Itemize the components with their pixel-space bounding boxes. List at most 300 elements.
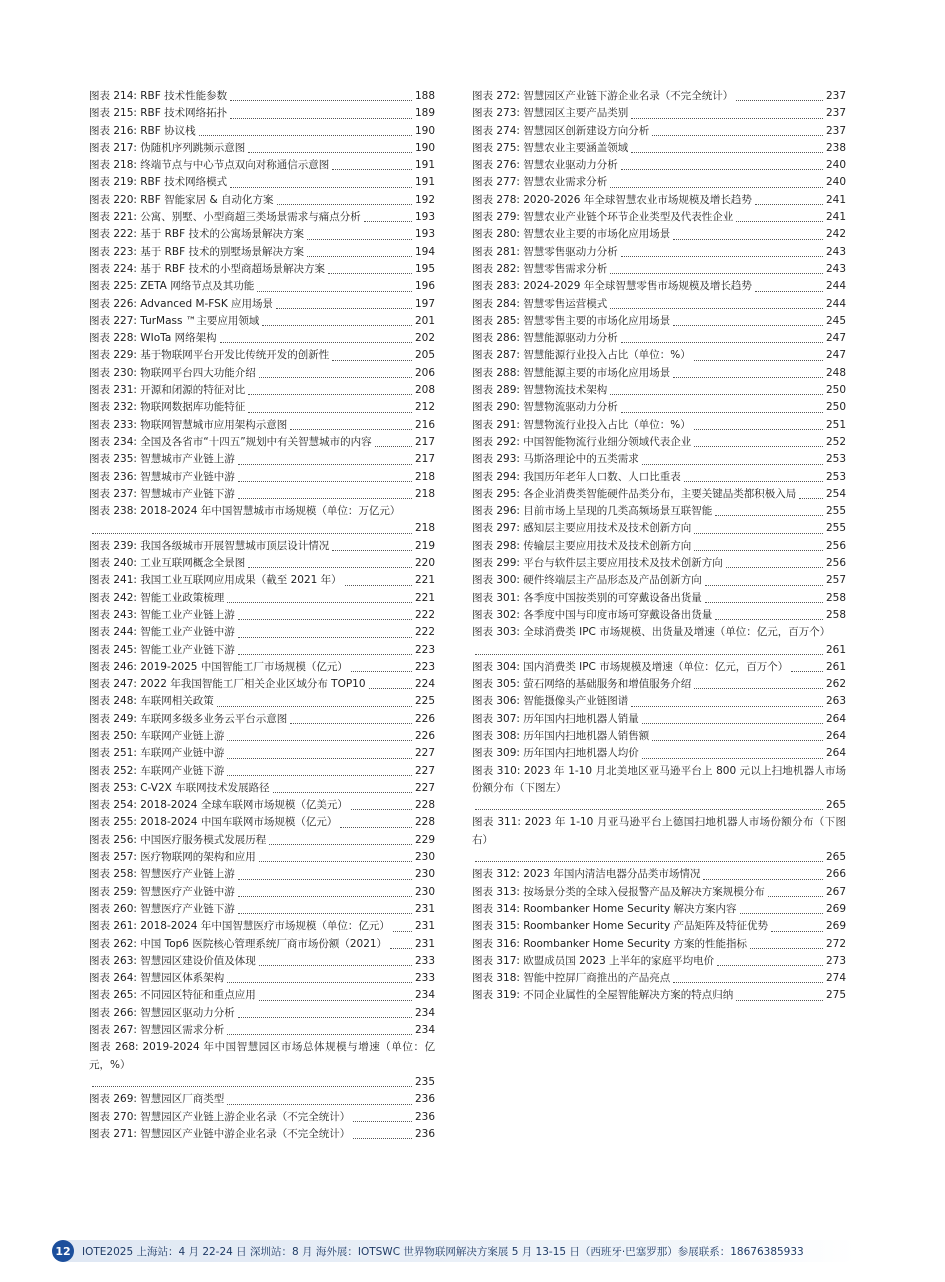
leader-dots	[799, 498, 823, 499]
toc-entry[interactable]	[472, 659, 846, 676]
toc-entry-title: 图表 269: 智慧园区厂商类型	[89, 1093, 225, 1106]
toc-entry-page: 234	[414, 989, 435, 1002]
toc-entry-page: 189	[414, 107, 435, 120]
toc-entry[interactable]	[472, 417, 846, 434]
toc-entry[interactable]	[472, 209, 846, 226]
toc-entry-title: 图表 238: 2018-2024 年中国智慧城市市场规模（单位：万亿元）	[89, 505, 401, 518]
toc-entry[interactable]	[89, 918, 435, 935]
toc-entry-page: 264	[825, 747, 846, 760]
toc-entry[interactable]	[472, 555, 846, 572]
toc-entry[interactable]	[472, 174, 846, 191]
leader-dots	[694, 533, 823, 534]
toc-entry-page: 188	[414, 90, 435, 102]
toc-entry-title: 图表 312: 2023 年国内清洁电器分品类市场情况	[472, 868, 701, 881]
exhibition-info: IOTE2025 上海站：4 月 22-24 日 深圳站：8 月 海外展：IOTSWC 世界物联网解决方案展 5 月 13-15 日（西班牙·巴塞罗那）参展联系：18676385933	[82, 1245, 804, 1258]
toc-entry[interactable]	[472, 884, 846, 901]
toc-entry[interactable]	[472, 313, 846, 330]
toc-entry-page: 223	[414, 643, 435, 656]
toc-entry-page: 274	[825, 972, 846, 985]
toc-entry[interactable]	[89, 538, 435, 555]
toc-entry[interactable]	[89, 209, 435, 226]
toc-entry-title: 图表 278: 2020-2026 年全球智慧农业市场规模及增长趋势	[472, 193, 752, 206]
toc-entry[interactable]	[89, 417, 435, 434]
toc-entry-title: 图表 313: 按场景分类的全球入侵报警产品及解决方案规模分布	[472, 885, 765, 898]
leader-dots	[248, 152, 412, 153]
toc-entry[interactable]	[89, 814, 435, 831]
toc-entry[interactable]	[89, 382, 435, 399]
toc-entry[interactable]	[472, 918, 846, 935]
toc-entry-title: 图表 273: 智慧园区主要产品类别	[472, 107, 629, 120]
toc-entry-title: 图表 290: 智慧物流驱动力分析	[472, 401, 618, 414]
toc-entry[interactable]	[89, 261, 435, 278]
toc-entry-title: 图表 231: 开源和闭源的特征对比	[89, 384, 246, 397]
toc-entry-page: 275	[825, 989, 846, 1002]
toc-entry-title: 图表 315: Roombanker Home Security 产品矩阵及特征优势	[472, 920, 769, 933]
toc-entry-title: 图表 222: 基于 RBF 技术的公寓场景解决方案	[89, 228, 304, 241]
toc-entry-page: 190	[414, 124, 435, 137]
toc-entry[interactable]	[89, 572, 435, 589]
toc-entry-title: 图表 219: RBF 技术网络模式	[89, 176, 228, 189]
toc-entry-title: 图表 300: 硬件终端层主产品形态及产品创新方向	[472, 574, 702, 587]
toc-entry-title: 图表 228: WIoTa 网络架构	[89, 332, 217, 345]
toc-entry[interactable]	[472, 607, 846, 624]
toc-entry[interactable]	[89, 1005, 435, 1022]
toc-entry[interactable]	[472, 936, 846, 953]
toc-entry[interactable]	[89, 624, 435, 641]
toc-entry-page: 212	[414, 401, 435, 414]
toc-entry[interactable]	[472, 590, 846, 607]
toc-entry-page: 226	[414, 729, 435, 742]
toc-entry[interactable]	[89, 365, 435, 382]
toc-entry[interactable]	[89, 157, 435, 174]
leader-dots	[642, 464, 823, 465]
toc-entry-title: 图表 291: 智慧物流行业投入占比（单位：%）	[472, 418, 691, 431]
toc-entry[interactable]	[472, 520, 846, 537]
toc-entry-page: 234	[414, 1024, 435, 1037]
toc-entry[interactable]	[89, 728, 435, 745]
toc-entry[interactable]	[89, 434, 435, 451]
toc-entry-title: 图表 263: 智慧园区建设价值及体现	[89, 954, 256, 967]
toc-entry-title: 图表 260: 智慧医疗产业链下游	[89, 902, 235, 915]
leader-dots	[475, 809, 823, 810]
leader-dots	[227, 1034, 412, 1035]
toc-entry[interactable]	[472, 469, 846, 486]
toc-entry-page: 238	[825, 141, 846, 154]
toc-entry-title: 图表 230: 物联网平台四大功能介绍	[89, 366, 256, 379]
toc-entry-title: 图表 249: 车联网多级多业务云平台示意图	[89, 712, 288, 725]
leader-dots	[390, 948, 412, 949]
toc-entry[interactable]	[472, 140, 846, 157]
leader-dots	[673, 982, 823, 983]
toc-entry[interactable]	[472, 676, 846, 693]
toc-entry-title: 图表 287: 智慧能源行业投入占比（单位：%）	[472, 349, 691, 362]
leader-dots	[353, 1121, 412, 1122]
toc-entry[interactable]	[89, 192, 435, 209]
toc-entry-title: 图表 302: 各季度中国与印度市场可穿戴设备出货量	[472, 608, 713, 621]
toc-entry[interactable]	[472, 866, 846, 883]
toc-entry-page: 265	[825, 799, 846, 812]
leader-dots	[259, 377, 412, 378]
leader-dots	[631, 706, 823, 707]
toc-entry-page: 241	[825, 211, 846, 224]
toc-entry[interactable]	[89, 866, 435, 883]
toc-entry[interactable]	[89, 1022, 435, 1039]
toc-entry[interactable]	[472, 192, 846, 209]
toc-entry-page: 247	[825, 332, 846, 345]
toc-entry[interactable]	[472, 399, 846, 416]
leader-dots	[715, 619, 823, 620]
toc-entry-page: 222	[414, 608, 435, 621]
toc-entry-page: 253	[825, 470, 846, 483]
toc-entry-title: 图表 276: 智慧农业驱动力分析	[472, 159, 618, 172]
leader-dots	[740, 913, 823, 914]
toc-entry-title: 图表 226: Advanced M-FSK 应用场景	[89, 297, 274, 310]
leader-dots	[230, 118, 412, 119]
toc-entry-title: 图表 284: 智慧零售运营模式	[472, 297, 608, 310]
toc-entry-page: 273	[825, 954, 846, 967]
toc-entry-title: 图表 252: 车联网产业链下游	[89, 764, 225, 777]
toc-entry-page: 240	[825, 159, 846, 172]
toc-entry[interactable]	[89, 745, 435, 762]
toc-entry[interactable]	[472, 624, 846, 659]
toc-entry-title: 图表 242: 智能工业政策梳理	[89, 591, 225, 604]
leader-dots	[238, 637, 412, 638]
toc-entry[interactable]	[472, 728, 846, 745]
toc-entry-page: 217	[414, 435, 435, 448]
toc-entry-title: 图表 259: 智慧医疗产业链中游	[89, 885, 235, 898]
toc-entry-title: 图表 247: 2022 年我国智能工厂相关企业区域分布 TOP10	[89, 678, 366, 691]
toc-entry[interactable]	[472, 330, 846, 347]
toc-entry-title: 图表 311: 2023 年 1-10 月亚马逊平台上德国扫地机器人市场份额分布（下图右）	[472, 816, 846, 846]
toc-entry-page: 258	[825, 608, 846, 621]
toc-entry[interactable]	[89, 1126, 435, 1143]
leader-dots	[230, 100, 412, 101]
toc-entry-page: 196	[414, 280, 435, 293]
toc-entry[interactable]	[89, 797, 435, 814]
toc-entry-page: 244	[825, 280, 846, 293]
toc-entry[interactable]	[89, 659, 435, 676]
toc-entry[interactable]	[89, 174, 435, 191]
toc-entry-page: 243	[825, 262, 846, 275]
leader-dots	[705, 602, 823, 603]
toc-entry[interactable]	[89, 330, 435, 347]
toc-entry-page: 267	[825, 885, 846, 898]
toc-entry-title: 图表 227: TurMass ™主要应用领域	[89, 314, 260, 327]
leader-dots	[345, 585, 412, 586]
toc-entry-page: 234	[414, 1006, 435, 1019]
leader-dots	[750, 948, 823, 949]
toc-entry-title: 图表 265: 不同园区特征和重点应用	[89, 989, 256, 1002]
toc-entry[interactable]	[472, 278, 846, 295]
toc-entry-title: 图表 214: RBF 技术性能参数	[89, 90, 228, 102]
toc-entry[interactable]	[89, 763, 435, 780]
toc-entry-title: 图表 295: 各企业消费类智能硬件品类分布，主要关键品类都积极入局	[472, 487, 797, 500]
toc-entry-title: 图表 234: 全国及各省市“十四五”规划中有关智慧城市的内容	[89, 435, 372, 448]
toc-entry-title: 图表 267: 智慧园区需求分析	[89, 1024, 225, 1037]
toc-entry[interactable]	[472, 953, 846, 970]
toc-entry-title: 图表 223: 基于 RBF 技术的别墅场景解决方案	[89, 245, 304, 258]
toc-entry[interactable]	[89, 123, 435, 140]
toc-entry-page: 229	[414, 833, 435, 846]
toc-entry-title: 图表 232: 物联网数据库功能特征	[89, 401, 246, 414]
toc-entry[interactable]	[472, 105, 846, 122]
toc-entry[interactable]	[472, 296, 846, 313]
toc-entry[interactable]	[89, 849, 435, 866]
toc-entry[interactable]	[472, 987, 846, 1004]
toc-entry[interactable]	[89, 1039, 435, 1091]
toc-entry-page: 253	[825, 453, 846, 466]
toc-entry[interactable]	[89, 1109, 435, 1126]
toc-entry-page: 208	[414, 384, 435, 397]
toc-entry[interactable]	[89, 711, 435, 728]
toc-entry[interactable]	[472, 538, 846, 555]
toc-entry-page: 254	[825, 487, 846, 500]
leader-dots	[238, 896, 412, 897]
leader-dots	[248, 412, 412, 413]
toc-entry-page: 263	[825, 695, 846, 708]
toc-entry-title: 图表 244: 智能工业产业链中游	[89, 626, 235, 639]
leader-dots	[238, 481, 412, 482]
toc-entry[interactable]	[472, 157, 846, 174]
toc-entry-page: 237	[825, 124, 846, 137]
leader-dots	[375, 446, 412, 447]
toc-entry[interactable]	[89, 555, 435, 572]
toc-entry-title: 图表 221: 公寓、别墅、小型商超三类场景需求与痛点分析	[89, 211, 361, 224]
toc-entry-page: 258	[825, 591, 846, 604]
toc-entry[interactable]	[89, 676, 435, 693]
toc-entry-title: 图表 239: 我国各级城市开展智慧城市顶层设计情况	[89, 539, 330, 552]
toc-entry-page: 197	[414, 297, 435, 310]
leader-dots	[227, 982, 412, 983]
leader-dots	[199, 135, 412, 136]
toc-entry-page: 195	[414, 262, 435, 275]
page-number-badge: 12	[52, 1240, 74, 1262]
leader-dots	[238, 498, 412, 499]
toc-entry-page: 266	[825, 868, 846, 881]
toc-entry-title: 图表 245: 智能工业产业链下游	[89, 643, 235, 656]
toc-entry[interactable]	[472, 347, 846, 364]
toc-entry[interactable]	[89, 970, 435, 987]
leader-dots	[771, 931, 823, 932]
leader-dots	[238, 464, 412, 465]
toc-entry[interactable]	[472, 434, 846, 451]
toc-entry-title: 图表 255: 2018-2024 中国车联网市场规模（亿元）	[89, 816, 338, 829]
leader-dots	[257, 291, 412, 292]
toc-entry-title: 图表 258: 智慧医疗产业链上游	[89, 868, 235, 881]
toc-entry-title: 图表 250: 车联网产业链上游	[89, 729, 225, 742]
toc-entry[interactable]	[89, 693, 435, 710]
toc-entry[interactable]	[472, 365, 846, 382]
toc-entry-title: 图表 306: 智能摄像头产业链图谱	[472, 695, 629, 708]
leader-dots	[621, 342, 823, 343]
toc-entry-title: 图表 279: 智慧农业产业链个环节企业类型及代表性企业	[472, 211, 734, 224]
toc-entry[interactable]	[89, 296, 435, 313]
leader-dots	[276, 308, 412, 309]
toc-entry-title: 图表 246: 2019-2025 中国智能工厂市场规模（亿元）	[89, 660, 348, 673]
leader-dots	[631, 118, 823, 119]
toc-entry[interactable]	[472, 693, 846, 710]
toc-entry-title: 图表 251: 车联网产业链中游	[89, 747, 225, 760]
toc-entry-title: 图表 266: 智慧园区驱动力分析	[89, 1006, 235, 1019]
toc-entry-page: 224	[414, 678, 435, 691]
toc-entry-title: 图表 317: 欧盟成员国 2023 上半年的家庭平均电价	[472, 954, 715, 967]
toc-entry[interactable]	[472, 711, 846, 728]
leader-dots	[227, 775, 412, 776]
toc-entry-page: 261	[825, 643, 846, 656]
toc-entry-page: 231	[414, 902, 435, 915]
leader-dots	[694, 446, 823, 447]
leader-dots	[736, 221, 823, 222]
toc-entry-page: 218	[414, 487, 435, 500]
toc-entry-page: 201	[414, 314, 435, 327]
toc-entry[interactable]	[89, 642, 435, 659]
toc-entry-title: 图表 294: 我国历年老年人口数、人口比重表	[472, 470, 681, 483]
toc-entry[interactable]	[89, 226, 435, 243]
toc-entry[interactable]	[472, 382, 846, 399]
toc-entry-page: 237	[825, 90, 846, 102]
leader-dots	[694, 688, 823, 689]
leader-dots	[610, 308, 823, 309]
toc-entry[interactable]	[472, 88, 846, 105]
toc-entry[interactable]	[472, 814, 846, 866]
leader-dots	[353, 1138, 412, 1139]
leader-dots	[230, 187, 412, 188]
toc-entry-page: 269	[825, 920, 846, 933]
toc-right-column	[472, 88, 846, 1005]
leader-dots	[217, 706, 412, 707]
toc-entry-page: 245	[825, 314, 846, 327]
toc-entry-title: 图表 318: 智能中控屏厂商推出的产品亮点	[472, 972, 671, 985]
toc-entry[interactable]	[89, 244, 435, 261]
toc-entry[interactable]	[89, 503, 435, 538]
toc-entry-page: 190	[414, 141, 435, 154]
toc-entry-page: 269	[825, 902, 846, 915]
toc-entry[interactable]	[472, 503, 846, 520]
toc-entry-title: 图表 253: C-V2X 车联网技术发展路径	[89, 781, 270, 794]
toc-entry-title: 图表 229: 基于物联网平台开发比传统开发的创新性	[89, 349, 330, 362]
toc-entry[interactable]	[89, 140, 435, 157]
leader-dots	[717, 965, 823, 966]
toc-entry-title: 图表 217: 伪随机序列跳频示意图	[89, 141, 246, 154]
toc-entry[interactable]	[89, 607, 435, 624]
leader-dots	[736, 100, 823, 101]
toc-entry-page: 191	[414, 176, 435, 189]
toc-entry[interactable]	[472, 226, 846, 243]
toc-entry[interactable]	[89, 884, 435, 901]
toc-entry[interactable]	[89, 451, 435, 468]
toc-entry[interactable]	[89, 901, 435, 918]
toc-entry-page: 225	[414, 695, 435, 708]
toc-entry[interactable]	[89, 987, 435, 1004]
toc-entry[interactable]	[89, 313, 435, 330]
toc-entry[interactable]	[89, 953, 435, 970]
toc-entry-page: 236	[414, 1127, 435, 1140]
toc-entry[interactable]	[89, 278, 435, 295]
toc-left-column	[89, 88, 435, 1143]
toc-entry-page: 233	[414, 954, 435, 967]
toc-entry[interactable]	[89, 486, 435, 503]
toc-entry-page: 220	[414, 557, 435, 570]
toc-entry[interactable]	[472, 763, 846, 815]
toc-entry-page: 221	[414, 591, 435, 604]
toc-entry[interactable]	[472, 123, 846, 140]
toc-entry[interactable]	[89, 88, 435, 105]
toc-entry[interactable]	[89, 105, 435, 122]
toc-entry-page: 235	[414, 1075, 435, 1088]
toc-entry-title: 图表 243: 智能工业产业链上游	[89, 608, 235, 621]
toc-entry[interactable]	[89, 399, 435, 416]
toc-entry-title: 图表 314: Roombanker Home Security 解决方案内容	[472, 902, 737, 915]
leader-dots	[673, 325, 823, 326]
toc-entry[interactable]	[89, 1091, 435, 1108]
toc-entry-page: 192	[414, 193, 435, 206]
toc-entry[interactable]	[472, 486, 846, 503]
toc-entry[interactable]	[472, 745, 846, 762]
toc-entry[interactable]	[472, 970, 846, 987]
leader-dots	[227, 740, 412, 741]
toc-entry[interactable]	[472, 261, 846, 278]
toc-entry-page: 233	[414, 972, 435, 985]
leader-dots	[307, 256, 412, 257]
toc-entry[interactable]	[472, 572, 846, 589]
toc-entry-title: 图表 261: 2018-2024 年中国智慧医疗市场规模（单位：亿元）	[89, 920, 390, 933]
leader-dots	[726, 567, 823, 568]
leader-dots	[92, 1086, 412, 1087]
leader-dots	[332, 550, 412, 551]
leader-dots	[238, 654, 412, 655]
toc-entry-title: 图表 262: 中国 Top6 医院核心管理系统厂商市场份额（2021）	[89, 937, 388, 950]
toc-entry[interactable]	[472, 451, 846, 468]
toc-entry[interactable]	[89, 936, 435, 953]
toc-entry-page: 236	[414, 1110, 435, 1123]
toc-entry-title: 图表 303: 全球消费类 IPC 市场规模、出货量及增速（单位：亿元，百万个）	[472, 626, 831, 639]
leader-dots	[791, 671, 823, 672]
leader-dots	[259, 861, 412, 862]
toc-entry[interactable]	[89, 832, 435, 849]
toc-entry-page: 218	[414, 522, 435, 535]
toc-entry-page: 194	[414, 245, 435, 258]
toc-entry-title: 图表 277: 智慧农业需求分析	[472, 176, 608, 189]
toc-entry-title: 图表 236: 智慧城市产业链中游	[89, 470, 235, 483]
toc-entry-title: 图表 274: 智慧园区创新建设方向分析	[472, 124, 650, 137]
leader-dots	[475, 861, 823, 862]
leader-dots	[694, 360, 823, 361]
toc-entry-page: 223	[414, 660, 435, 673]
leader-dots	[673, 377, 823, 378]
toc-entry-title: 图表 237: 智慧城市产业链下游	[89, 487, 235, 500]
toc-entry[interactable]	[89, 780, 435, 797]
leader-dots	[642, 723, 823, 724]
leader-dots	[736, 1000, 823, 1001]
leader-dots	[475, 654, 823, 655]
toc-entry[interactable]	[89, 347, 435, 364]
toc-entry-page: 222	[414, 626, 435, 639]
leader-dots	[393, 931, 412, 932]
toc-entry[interactable]	[472, 901, 846, 918]
toc-entry-title: 图表 283: 2024-2029 年全球智慧零售市场规模及增长趋势	[472, 280, 752, 293]
toc-entry-title: 图表 280: 智慧农业主要的市场化应用场景	[472, 228, 671, 241]
toc-entry[interactable]	[472, 244, 846, 261]
leader-dots	[328, 273, 412, 274]
toc-entry-page: 217	[414, 453, 435, 466]
toc-entry[interactable]	[89, 590, 435, 607]
leader-dots	[703, 879, 823, 880]
leader-dots	[755, 204, 823, 205]
toc-entry-page: 236	[414, 1093, 435, 1106]
toc-entry[interactable]	[89, 469, 435, 486]
toc-entry-title: 图表 288: 智慧能源主要的市场化应用场景	[472, 366, 671, 379]
page-footer	[52, 1240, 856, 1262]
